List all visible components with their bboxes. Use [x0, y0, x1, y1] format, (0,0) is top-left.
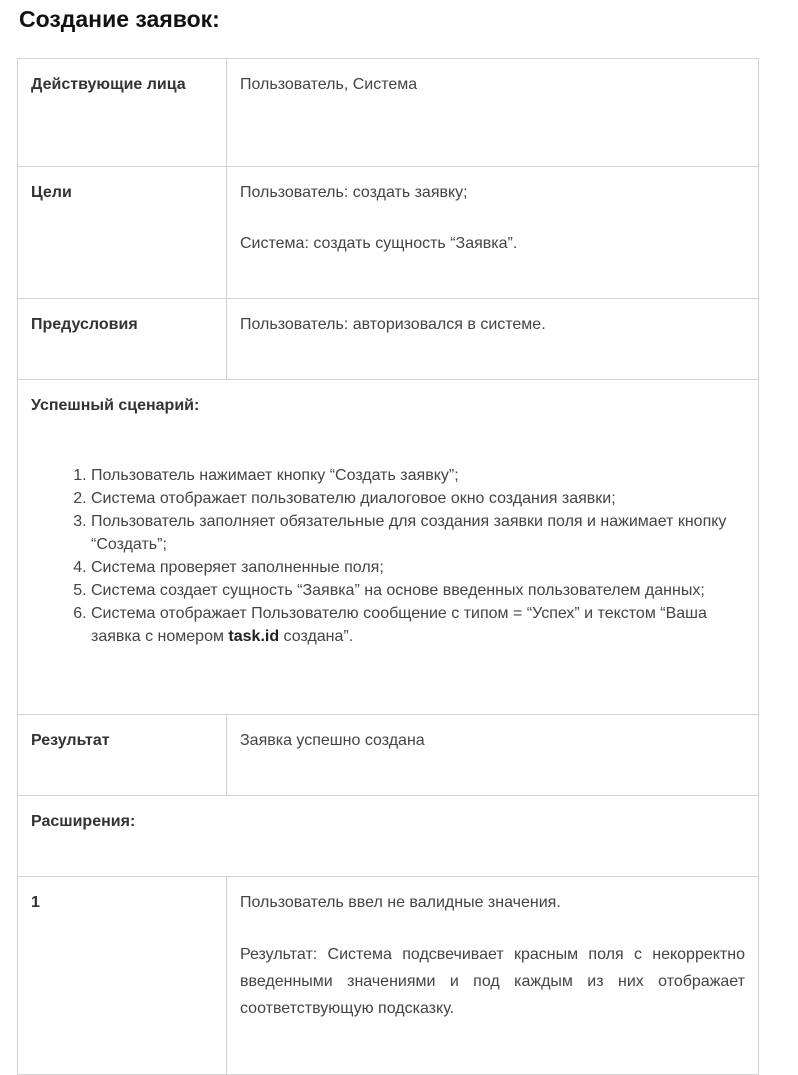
result-value: Заявка успешно создана	[227, 715, 759, 796]
goal-user: Пользователь: создать заявку;	[240, 184, 468, 201]
scenario-step: 2. Система отображает пользователю диалоговое окно создания заявки;	[91, 487, 745, 510]
scenario-step: 5. Система создает сущность “Заявка” на основе введенных пользователем данных;	[91, 579, 745, 602]
use-case-table	[17, 58, 759, 1075]
result-label: Результат	[18, 715, 227, 796]
table-row-preconditions	[18, 299, 759, 380]
scenario-step: 3. Пользователь заполняет обязательные для создания заявки поля и нажимает кнопку “Создать”;	[91, 510, 745, 556]
table-row-scenario	[18, 380, 759, 715]
goals-label: Цели	[18, 167, 227, 299]
table-row-goals	[18, 167, 759, 299]
extension-1-value	[227, 877, 759, 1075]
scenario-step: 1. Пользователь нажимает кнопку “Создать заявку”;	[91, 464, 745, 487]
actors-label: Действующие лица	[18, 59, 227, 167]
table-row-extension-1	[18, 877, 759, 1075]
scenario-cell	[18, 380, 759, 715]
scenario-step: 4. Система проверяет заполненные поля;	[91, 556, 745, 579]
table-row-extensions	[18, 796, 759, 877]
table-row-result	[18, 715, 759, 796]
scenario-title: Успешный сценарий:	[31, 397, 200, 414]
table-row-actors	[18, 59, 759, 167]
page-title: Создание заявок:	[19, 6, 220, 32]
extension-1-label: 1	[18, 877, 227, 1075]
goals-value	[227, 167, 759, 299]
task-id-code: task.id	[228, 628, 280, 645]
actors-value: Пользователь, Система	[227, 59, 759, 167]
step-6-text: Система отображает Пользователю сообщение с типом = “Успех” и текстом “Ваша заявка с номером	[91, 605, 707, 645]
extension-1-condition: Пользователь ввел не валидные значения.	[240, 894, 561, 911]
scenario-steps	[31, 464, 745, 648]
extensions-label: Расширения:	[18, 796, 759, 877]
preconditions-label: Предусловия	[18, 299, 227, 380]
preconditions-value: Пользователь: авторизовался в системе.	[227, 299, 759, 380]
goal-system: Система: создать сущность “Заявка”.	[240, 235, 518, 252]
extension-1-result: Результат: Система подсвечивает красным поля с некорректно введенными значениями и под каждым из них отображает соответствующую подсказку.	[240, 946, 745, 1017]
step-6-suffix: создана”.	[279, 628, 354, 645]
scenario-step	[91, 602, 745, 648]
